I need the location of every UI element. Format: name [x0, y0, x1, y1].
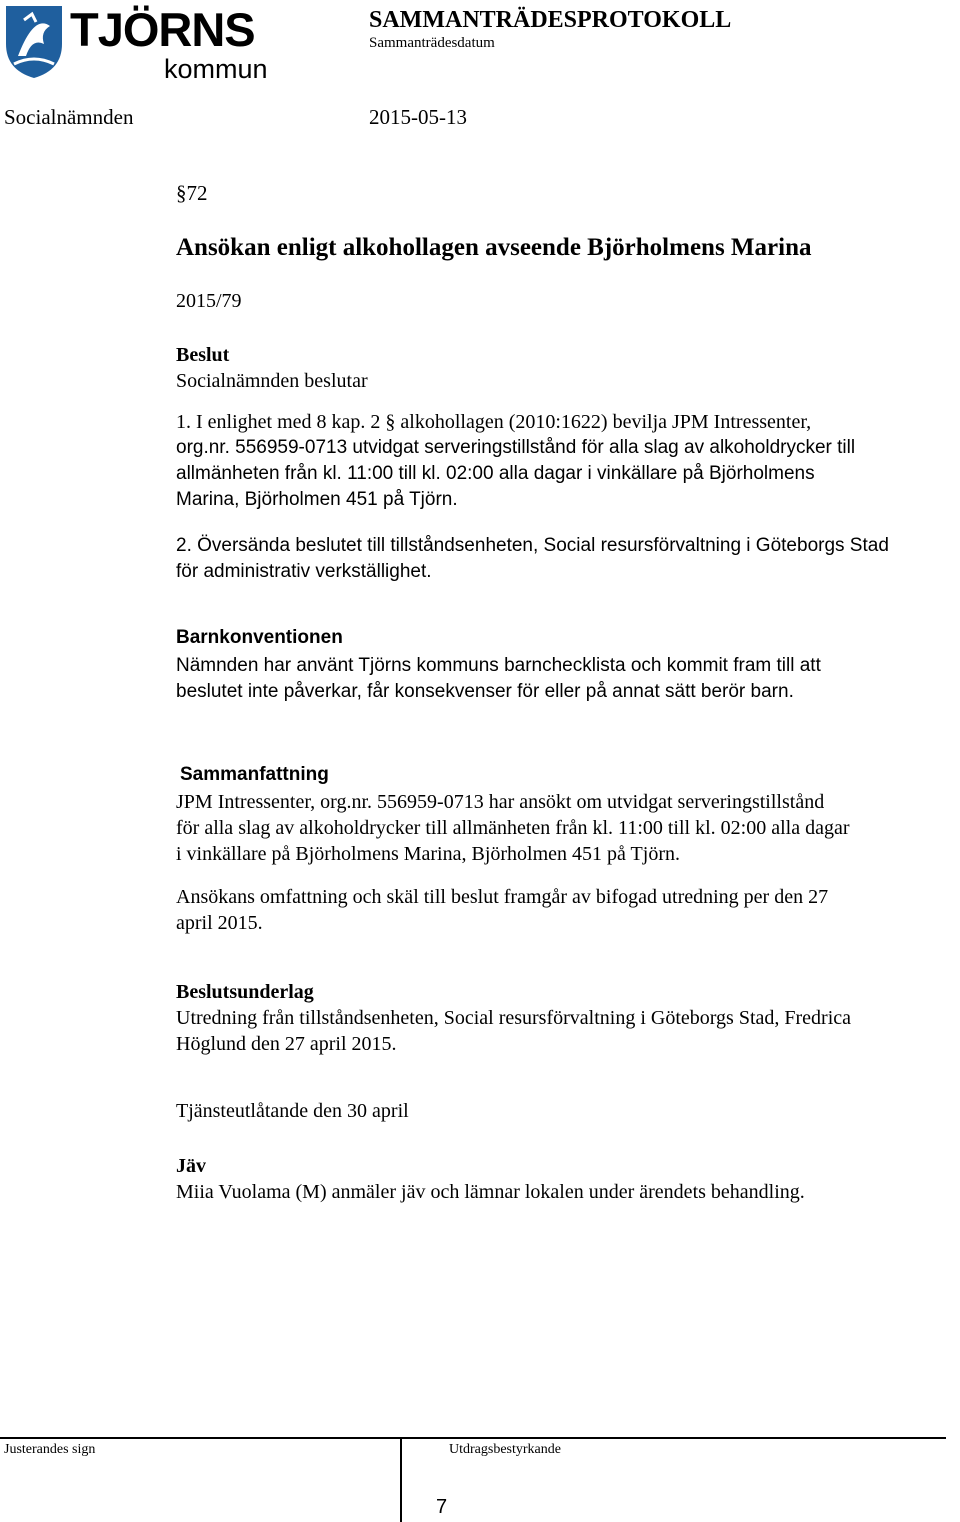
barnkonventionen-line-1: Nämnden har använt Tjörns kommuns barnchecklista och kommit fram till att: [176, 655, 821, 676]
utdragsbestyrkande-label: Utdragsbestyrkande: [449, 1442, 561, 1457]
document-type: SAMMANTRÄDESPROTOKOLL: [369, 7, 732, 33]
decision-item-1-line-3: allmänheten från kl. 11:00 till kl. 02:00 alla dagar i vinkällare på Björholmens: [176, 463, 815, 484]
beslut-heading: Beslut: [176, 344, 230, 366]
tjansteutlatande: Tjänsteutlåtande den 30 april: [176, 1100, 409, 1122]
footer-vertical-divider: [400, 1437, 402, 1522]
meeting-date-label: Sammanträdesdatum: [369, 35, 495, 51]
committee-name: Socialnämnden: [4, 105, 134, 129]
logo-wordmark: TJÖRNS: [70, 3, 255, 56]
meeting-date: 2015-05-13: [369, 105, 467, 129]
barnkonventionen-line-2: beslutet inte påverkar, får konsekvenser för eller på annat sätt berör barn.: [176, 681, 794, 702]
footer-divider: [0, 1437, 946, 1439]
sammanfattning-heading: Sammanfattning: [180, 764, 329, 785]
decision-item-1-line-4: Marina, Björholmen 451 på Tjörn.: [176, 489, 458, 510]
beslutsunderlag-line-1: Utredning från tillståndsenheten, Social resursförvaltning i Göteborgs Stad, Fredrica: [176, 1007, 852, 1029]
sammanfattning-line-5: april 2015.: [176, 912, 263, 934]
decision-item-1-line-2: org.nr. 556959-0713 utvidgat serveringstillstånd för alla slag av alkoholdrycker till: [176, 437, 856, 458]
beslut-intro: Socialnämnden beslutar: [176, 370, 368, 392]
item-title: Ansökan enligt alkohollagen avseende Björholmens Marina: [176, 234, 812, 261]
sammanfattning-line-4: Ansökans omfattning och skäl till beslut framgår av bifogad utredning per den 27: [176, 886, 829, 908]
beslutsunderlag-line-2: Höglund den 27 april 2015.: [176, 1033, 397, 1055]
jav-heading: Jäv: [176, 1155, 206, 1177]
sammanfattning-line-3: i vinkällare på Björholmens Marina, Björholmen 451 på Tjörn.: [176, 843, 680, 865]
shield-emblem-icon: [4, 4, 64, 80]
case-number: 2015/79: [176, 290, 242, 312]
beslutsunderlag-heading: Beslutsunderlag: [176, 981, 314, 1003]
logo-subtitle: kommun: [164, 54, 268, 84]
page-number: 7: [436, 1496, 448, 1518]
decision-item-2-line-2: för administrativ verkställighet.: [176, 561, 432, 582]
sammanfattning-line-2: för alla slag av alkoholdrycker till allmänheten från kl. 11:00 till kl. 02:00 alla dagar: [176, 817, 850, 839]
justerandes-sign-label: Justerandes sign: [4, 1442, 96, 1457]
paragraph-number: §72: [176, 181, 208, 205]
decision-item-1-line-1: 1. I enlighet med 8 kap. 2 § alkohollagen (2010:1622) bevilja JPM Intressenter,: [176, 411, 812, 433]
municipality-logo: [4, 4, 266, 84]
decision-item-2-line-1: 2. Översända beslutet till tillståndsenheten, Social resursförvaltning i Göteborgs Stad: [176, 535, 889, 556]
jav-text: Miia Vuolama (M) anmäler jäv och lämnar lokalen under ärendets behandling.: [176, 1181, 805, 1203]
sammanfattning-line-1: JPM Intressenter, org.nr. 556959-0713 har ansökt om utvidgat serveringstillstånd: [176, 791, 825, 813]
barnkonventionen-heading: Barnkonventionen: [176, 627, 343, 648]
